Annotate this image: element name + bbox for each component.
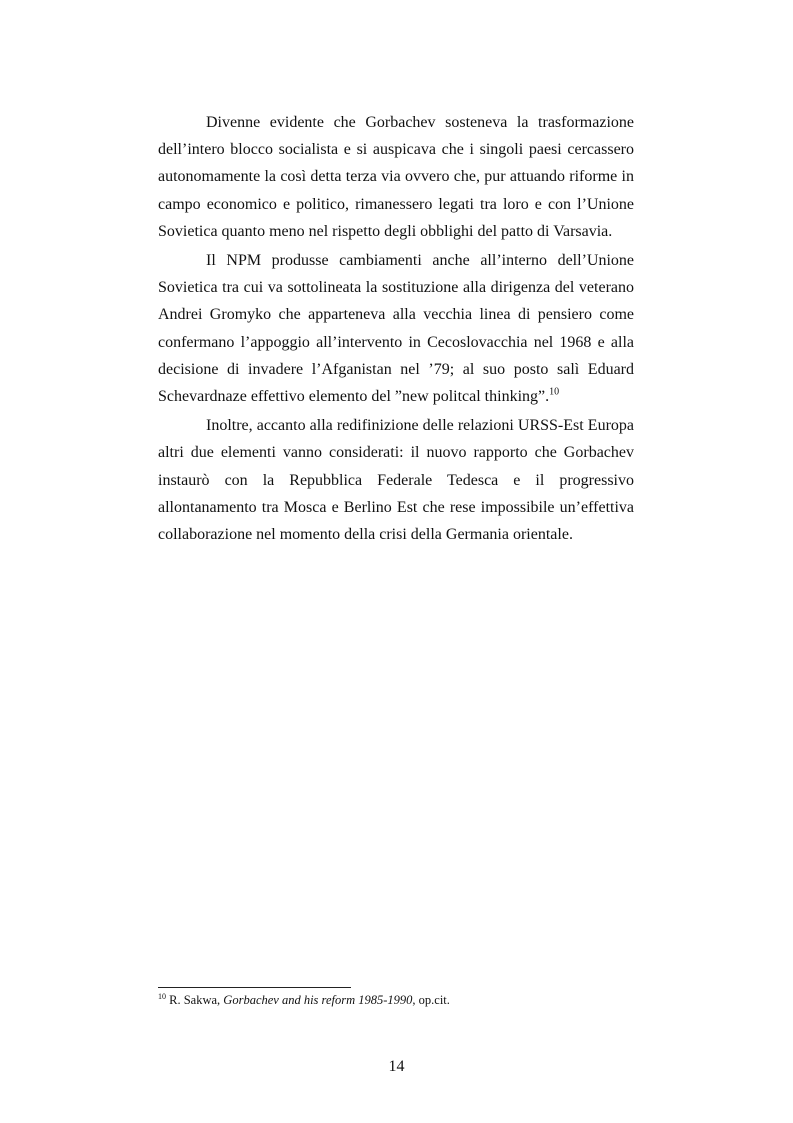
footnote-suffix: , op.cit. [412, 993, 450, 1007]
paragraph-1 [158, 109, 634, 245]
paragraph-3-text: Inoltre, accanto alla redifinizione delle relazioni URSS-Est Europa altri due elementi vanno considerati: il nuovo rapporto che Gorbachev instaurò con la Repubblica Federale Tedesca e il progressivo allontanamento tra Mosca e Berlino Est che rese impossibile un’effettiva collaborazione nel momento della crisi della Germania orientale. [158, 417, 634, 544]
footnote [158, 992, 634, 1008]
footnote-title: Gorbachev and his reform 1985-1990 [223, 993, 413, 1007]
footnote-divider [158, 987, 351, 988]
footnote-number: 10 [158, 991, 166, 1001]
paragraph-1-text: Divenne evidente che Gorbachev sosteneva la trasformazione dell’intero blocco socialista e si auspicava che i singoli paesi cercassero autonomamente la così detta terza via ovvero che, pur attuando riforme in campo economico e politico, rimanessero legati tra loro e con l’Unione Sovietica quanto meno nel rispetto degli obblighi del patto di Varsavia. [158, 114, 634, 240]
paragraph-2-text: Il NPM produsse cambiamenti anche all’interno dell’Unione Sovietica tra cui va sottolineata la sostituzione alla dirigenza del veterano Andrei Gromyko che apparteneva alla vecchia linea di pensiero come confermano l’appoggio all’intervento in Cecoslovacchia nel 1968 e alla decisione di invadere l’Afganistan nel ’79; al suo posto salì Eduard Schevardnaze effettivo elemento del ”new politcal thinking”. [158, 252, 634, 406]
footnote-author: R. Sakwa, [169, 993, 221, 1007]
page-number: 14 [388, 1058, 405, 1075]
paragraph-2 [158, 247, 634, 410]
body-text [158, 109, 634, 550]
footnote-reference[interactable]: 10 [549, 386, 560, 398]
paragraph-3 [158, 412, 634, 548]
